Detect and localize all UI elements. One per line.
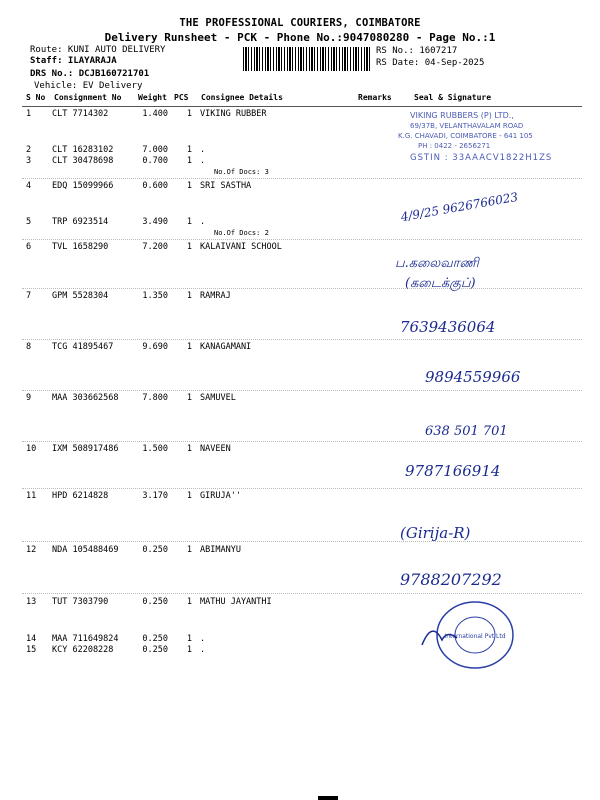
row-pcs: 1: [186, 645, 192, 655]
table-row: [22, 393, 582, 407]
table-row: [22, 491, 582, 505]
row-consignment: NDA 105488469: [52, 545, 119, 555]
row-weight: 0.250: [142, 545, 168, 555]
row-consignment: MAA 711649824: [52, 634, 119, 644]
row-consignee: .: [200, 156, 206, 166]
company-stamp-city: K.G. CHAVADI, COIMBATORE - 641 105: [398, 132, 533, 140]
row-divider: [22, 239, 582, 240]
signature-row-6b: (கடைக்குப்): [405, 276, 476, 291]
row-consignee: .: [200, 145, 206, 155]
company-title: THE PROFESSIONAL COURIERS, COIMBATORE: [179, 17, 421, 29]
row-consignee: RAMRAJ: [200, 291, 231, 301]
table-row: [22, 444, 582, 458]
row-consignee: VIKING RUBBER: [200, 109, 267, 119]
company-stamp-phone: PH : 0422 - 2656271: [418, 142, 491, 150]
row-sno: 3: [26, 156, 32, 166]
row-divider: [22, 178, 582, 179]
row-pcs: 1: [186, 634, 192, 644]
table-row: [22, 217, 582, 231]
row-sno: 1: [26, 109, 32, 119]
row-pcs: 1: [186, 291, 192, 301]
signature-row-12: 9788207292: [400, 570, 502, 589]
row-weight: 0.600: [142, 181, 168, 191]
row-sno: 11: [26, 491, 37, 501]
signature-row-7: 7639436064: [400, 318, 496, 336]
row-pcs: 1: [186, 342, 192, 352]
row-weight: 1.350: [142, 291, 168, 301]
col-consignee: Consignee Details: [201, 93, 283, 102]
row-weight: 1.400: [142, 109, 168, 119]
barcode-image: [243, 47, 371, 71]
row-divider: [22, 339, 582, 340]
row-consignee: ABIMANYU: [200, 545, 241, 555]
row-pcs: 1: [186, 491, 192, 501]
row-sno: 15: [26, 645, 37, 655]
row-sno: 5: [26, 217, 32, 227]
page-footer-mark: [318, 796, 338, 800]
row-consignment: IXM 508917486: [52, 444, 119, 454]
row-consignment: CLT 30478698: [52, 156, 114, 166]
row-consignment: MAA 303662568: [52, 393, 119, 403]
drs-label: DRS No.: DCJB160721701: [30, 69, 150, 79]
row-pcs: 1: [186, 597, 192, 607]
row-weight: 0.700: [142, 156, 168, 166]
row-sno: 7: [26, 291, 32, 301]
row-consignment: HPD 6214828: [52, 491, 109, 501]
staff-label: Staff: ILAYARAJA: [30, 56, 117, 66]
row-consignee: .: [200, 645, 206, 655]
row-weight: 0.250: [142, 645, 168, 655]
route-label: Route: KUNI AUTO DELIVERY: [30, 45, 166, 55]
row-divider: [22, 288, 582, 289]
row-sno: 8: [26, 342, 32, 352]
company-stamp-gstin: GSTIN : 33AAACV1822H1ZS: [410, 153, 553, 163]
row-sno: 12: [26, 545, 37, 555]
row-pcs: 1: [186, 545, 192, 555]
row-weight: 3.170: [142, 491, 168, 501]
row-consignee: SAMUVEL: [200, 393, 236, 403]
row-pcs: 1: [186, 217, 192, 227]
row-sno: 6: [26, 242, 32, 252]
signature-row-11: (Girija-R): [400, 524, 471, 542]
signature-row-4: 4/9/25 9626766023: [399, 189, 520, 225]
row-consignment: CLT 16283102: [52, 145, 114, 155]
row-consignment: TRP 6923514: [52, 217, 109, 227]
row-sno: 14: [26, 634, 37, 644]
row-pcs: 1: [186, 242, 192, 252]
signature-row-10: 9787166914: [405, 462, 501, 480]
row-consignment: GPM 5528304: [52, 291, 109, 301]
row-consignee: .: [200, 217, 206, 227]
row-consignee: KALAIVANI SCHOOL: [200, 242, 282, 252]
header-divider: [22, 106, 582, 107]
row-pcs: 1: [186, 393, 192, 403]
row-consignee: KANAGAMANI: [200, 342, 252, 352]
docs-count-1: No.Of Docs: 3: [214, 168, 269, 176]
rs-number: RS No.: 1607217: [376, 46, 458, 56]
row-consignee: .: [200, 634, 206, 644]
row-weight: 7.200: [142, 242, 168, 252]
row-consignment: TUT 7303790: [52, 597, 109, 607]
row-consignee: SRI SASTHA: [200, 181, 252, 191]
company-stamp-name: VIKING RUBBERS (P) LTD.,: [410, 111, 514, 120]
row-pcs: 1: [186, 145, 192, 155]
row-pcs: 1: [186, 156, 192, 166]
row-consignee: NAVEEN: [200, 444, 231, 454]
row-divider: [22, 541, 582, 542]
row-sno: 13: [26, 597, 37, 607]
rs-date: RS Date: 04-Sep-2025: [376, 58, 485, 68]
col-remarks: Remarks: [358, 93, 392, 102]
company-seal-icon: [417, 600, 517, 670]
row-divider: [22, 488, 582, 489]
row-pcs: 1: [186, 444, 192, 454]
row-divider: [22, 593, 582, 594]
seal-center-text: International Pvt Ltd: [444, 633, 506, 640]
row-consignment: TVL 1658290: [52, 242, 109, 252]
table-header: [22, 93, 582, 105]
row-weight: 1.500: [142, 444, 168, 454]
signature-row-8: 9894559966: [425, 368, 521, 386]
row-weight: 7.800: [142, 393, 168, 403]
table-row: [22, 242, 582, 256]
docs-count-2: No.Of Docs: 2: [214, 229, 269, 237]
row-consignee: GIRUJA'': [200, 491, 241, 501]
row-consignment: TCG 41895467: [52, 342, 114, 352]
row-weight: 3.490: [142, 217, 168, 227]
col-seal: Seal & Signature: [414, 93, 492, 102]
row-consignment: EDQ 15099966: [52, 181, 114, 191]
row-sno: 10: [26, 444, 37, 454]
row-divider: [22, 390, 582, 391]
row-sno: 4: [26, 181, 32, 191]
col-weight: Weight: [138, 93, 167, 102]
company-stamp-address: 69/37B, VELANTHAVALAM ROAD: [410, 122, 524, 130]
table-row: [22, 291, 582, 305]
runsheet-title: Delivery Runsheet - PCK - Phone No.:9047080280 - Page No.:1: [104, 31, 496, 44]
row-pcs: 1: [186, 181, 192, 191]
row-divider: [22, 441, 582, 442]
signature-row-6a: ப.கலைவாணி: [395, 256, 479, 271]
row-weight: 7.000: [142, 145, 168, 155]
row-sno: 9: [26, 393, 32, 403]
table-row: [22, 545, 582, 559]
row-consignment: CLT 7714302: [52, 109, 109, 119]
col-sno: S No: [26, 93, 46, 102]
col-pcs: PCS: [174, 93, 189, 102]
table-row: [22, 342, 582, 356]
col-consignment: Consignment No: [54, 93, 122, 102]
signature-row-9: 638 501 701: [425, 424, 508, 439]
row-consignee: MATHU JAYANTHI: [200, 597, 272, 607]
row-consignment: KCY 62208228: [52, 645, 114, 655]
vehicle-label: Vehicle: EV Delivery: [34, 81, 143, 91]
row-sno: 2: [26, 145, 32, 155]
row-pcs: 1: [186, 109, 192, 119]
row-weight: 0.250: [142, 634, 168, 644]
row-weight: 9.690: [142, 342, 168, 352]
row-weight: 0.250: [142, 597, 168, 607]
